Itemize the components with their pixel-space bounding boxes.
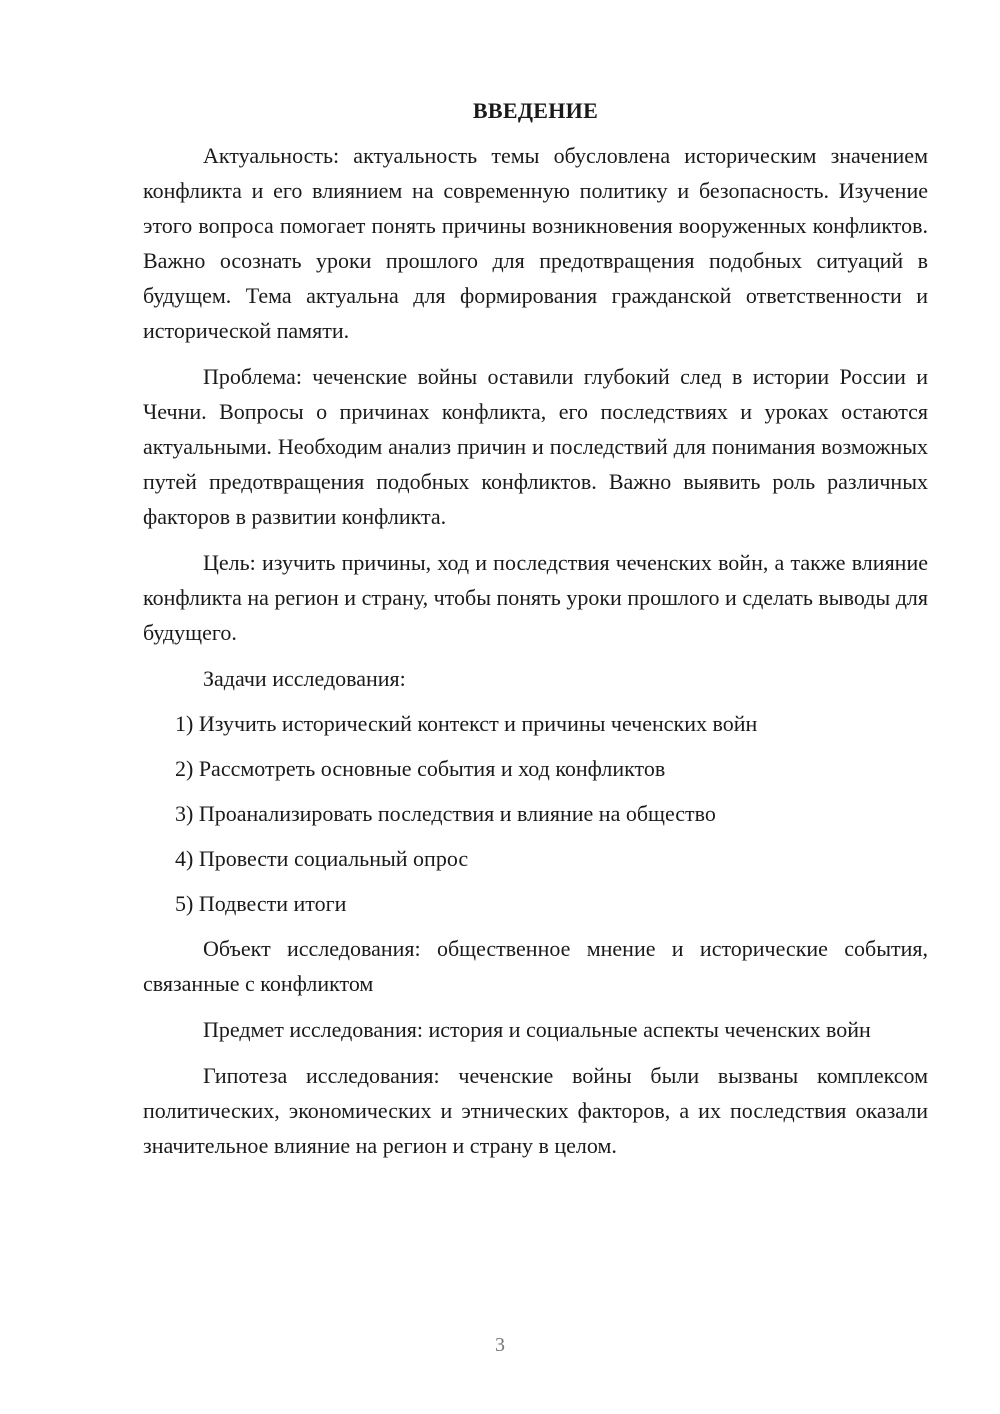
goal-paragraph: Цель: изучить причины, ход и последствия чеченских войн, а также влияние конфликта на регион и страну, чтобы понять уроки прошлого и сделать выводы для будущего. [143,550,928,645]
task-item: 2) Рассмотреть основные события и ход конфликтов [175,756,666,781]
tasks-list [143,706,928,921]
object-paragraph: Объект исследования: общественное мнение и исторические события, связанные с конфликтом [143,936,928,996]
page-content [143,96,928,1174]
section-heading: ВВЕДЕНИЕ [472,98,599,123]
relevance-paragraph: Актуальность: актуальность темы обусловлена историческим значением конфликта и его влиянием на современную политику и безопасность. Изучение этого вопроса помогает понять причины возникновения вооруженных конфликтов. Важно осознать уроки прошлого для предотвращения подобных ситуаций в будущем. Тема актуальна для формирования гражданской ответственности и исторической памяти. [143,143,928,343]
task-item: 5) Подвести итоги [175,891,347,916]
task-item: 4) Провести социальный опрос [175,846,469,871]
task-item: 1) Изучить исторический контекст и причины чеченских войн [175,711,758,736]
subject-paragraph: Предмет исследования: история и социальные аспекты чеченских войн [203,1017,871,1042]
tasks-label: Задачи исследования: [203,666,406,691]
page-number: 3 [495,1334,505,1356]
hypothesis-paragraph: Гипотеза исследования: чеченские войны были вызваны комплексом политических, экономических и этнических факторов, а их последствия оказали значительное влияние на регион и страну в целом. [143,1063,928,1158]
problem-paragraph: Проблема: чеченские войны оставили глубокий след в истории России и Чечни. Вопросы о причинах конфликта, его последствиях и уроках остаются актуальными. Необходим анализ причин и последствий для понимания возможных путей предотвращения подобных конфликтов. Важно выявить роль различных факторов в развитии конфликта. [143,364,928,529]
task-item: 3) Проанализировать последствия и влияние на общество [175,801,716,826]
